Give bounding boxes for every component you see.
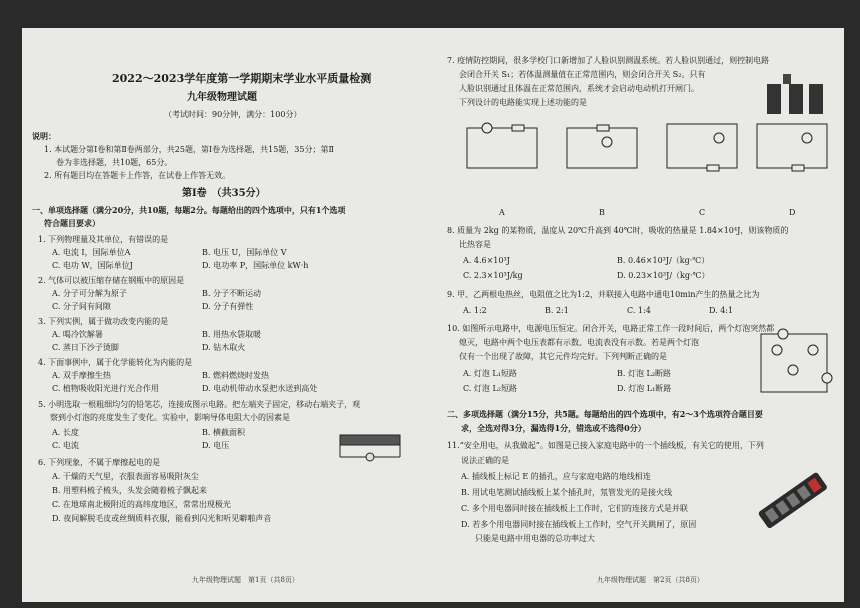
question: 下列设计的电路能实现上述功能的是: [459, 98, 587, 107]
question: 5. 小明选取一根粗细均匀的铅笔芯，连接成图示电路。把左端夹子固定，移动右端夹子，观: [38, 400, 361, 409]
option: D. 电功率 P，国际单位 kW·h: [202, 261, 309, 270]
figure-label: D: [789, 208, 796, 217]
question: 8. 质量为 2kg 的某物质，温度从 20℃升高到 40℃时，吸收的热量是 1.84×10⁴J，则该物质的: [447, 226, 789, 235]
question: 比热容是: [459, 240, 491, 249]
option: C. 2.3×10³J/kg: [463, 271, 523, 280]
section-heading: 第Ⅰ卷 （共35分）: [182, 188, 266, 199]
exam-time: （考试时间：90分钟，满分：100分）: [164, 110, 302, 119]
exam-paper: [22, 28, 844, 602]
note-line: 卷为非选择题，共10题，65分。: [56, 158, 173, 167]
option: D. 4:1: [709, 306, 734, 315]
option: A. 双手摩擦生热: [52, 371, 111, 380]
option: 只能是电路中用电器的总功率过大: [475, 534, 595, 543]
figure-label: C: [699, 208, 706, 217]
option: C. 蒸日下沙子烫脚: [52, 343, 119, 352]
part-heading: 二、多项选择题（满分15分，共5题。每题给出的四个选项中，有2～3个选项符合题目要: [447, 409, 763, 419]
option: D. 电动机带动水泵把水送到高处: [202, 384, 318, 393]
option: D. 若多个用电器同时接在插线板上工作时，空气开关跳闸了，原因: [461, 520, 697, 529]
question: 仅有一个出现了故障，其它元件均完好。下列判断正确的是: [459, 352, 667, 361]
question: 4. 下面事例中，属于化学能转化为内能的是: [38, 358, 193, 367]
circuit-options-figure: [457, 118, 837, 198]
option: C. 分子间有间隙: [52, 302, 111, 311]
option: B. 分子不断运动: [202, 289, 261, 298]
question: 说法正确的是: [461, 456, 509, 465]
part-heading: 符合题目要求）: [44, 218, 100, 228]
part-heading: 一、单项选择题（满分20分，共10题，每题2分。每题给出的四个选项中，只有1个选项: [32, 205, 346, 215]
option: D. 0.23×10³J/（kg·℃）: [617, 271, 710, 280]
option: C. 电功 W，国际单位J: [52, 261, 133, 270]
page-footer: 九年级物理试题 第1页（共8页）: [192, 576, 299, 584]
option: B. 用试电笔测试插线板上某个插孔时，氖管发光的是接火线: [461, 488, 672, 497]
question: 1. 下列物理量及其单位，有错误的是: [38, 235, 169, 244]
gate-photo: [763, 68, 827, 118]
notes-heading: 说明：: [32, 131, 56, 141]
pencil-circuit-figure: [332, 423, 412, 463]
option: D. 夜间解脱毛皮或丝绸质料衣服，能看到闪光和听见噼啪声音: [52, 514, 272, 523]
option: B. 2:1: [545, 306, 569, 315]
option: C. 植物吸收阳光进行光合作用: [52, 384, 159, 393]
option: C. 电流: [52, 441, 79, 450]
option: A. 干燥的天气里，衣服表面容易吸附灰尘: [52, 472, 199, 481]
option: D. 灯泡 L₁断路: [617, 384, 672, 393]
option: D. 分子有弹性: [202, 302, 254, 311]
option: D. 电压: [202, 441, 230, 450]
option: A. 长度: [52, 428, 79, 437]
question: 9. 甲、乙两根电热丝，电阻值之比为1:2，并联接入电路中通电10min产生的热量之比为: [447, 290, 760, 299]
option: A. 4.6×10³J: [463, 256, 510, 265]
option: D. 钻木取火: [202, 343, 246, 352]
option: B. 燃料燃烧时发热: [202, 371, 269, 380]
question: 10. 如图所示电路中，电源电压恒定。闭合开关，电路正常工作一段时间后，两个灯泡突然都: [447, 324, 775, 333]
note-line: 1. 本试题分第Ⅰ卷和第Ⅱ卷两部分，共25题，第Ⅰ卷为选择题，共15题，35分；第Ⅱ: [44, 145, 334, 154]
option: C. 1:4: [627, 306, 651, 315]
question: 会闭合开关 S₁；若体温测量值在正常范围内，则会闭合开关 S₂。只有: [459, 70, 706, 79]
option: C. 多个用电器同时接在插线板上工作时，它们的连接方式是并联: [461, 504, 688, 513]
option: B. 横截面积: [202, 428, 245, 437]
page-footer: 九年级物理试题 第2页（共8页）: [597, 576, 704, 584]
option: C. 在地球南北极附近的高纬度地区，常常出现极光: [52, 500, 231, 509]
q10-circuit-figure: [753, 328, 835, 400]
exam-subtitle: 九年级物理试题: [187, 92, 257, 103]
note-line: 2. 所有题目均在答题卡上作答，在试卷上作答无效。: [44, 171, 231, 180]
exam-title: 2022～2023学年度第一学期期末学业水平质量检测: [112, 72, 372, 85]
option: C. 灯泡 L₂短路: [463, 384, 517, 393]
figure-label: B: [599, 208, 605, 217]
option: A. 1:2: [463, 306, 487, 315]
option: B. 用热水袋取暖: [202, 330, 261, 339]
question: 人脸识别通过且体温在正常范围内，系统才会启动电动机打开闸门。: [459, 84, 699, 93]
option: A. 喝冷饮解暑: [52, 330, 103, 339]
question: 6. 下列现象，不属于摩擦起电的是: [38, 458, 161, 467]
question: 察到小灯泡的亮度发生了变化。实验中，影响导体电阻大小的因素是: [50, 413, 290, 422]
power-strip-figure: [747, 456, 837, 546]
question: 11.“安全用电，从我做起”。如图是已接入家庭电路中的一个插线板，有关它的使用，下列: [447, 441, 764, 450]
question: 3. 下列实例，属于做功改变内能的是: [38, 317, 169, 326]
option: B. 电压 U，国际单位 V: [202, 248, 287, 257]
part-heading: 求，全选对得3分，漏选得1分，错选或不选得0分）: [461, 423, 646, 433]
option: B. 灯泡 L₂断路: [617, 369, 672, 378]
option: B. 0.46×10³J/（kg·℃）: [617, 256, 710, 265]
option: B. 用塑料梳子梳头，头发会随着梳子飘起来: [52, 486, 207, 495]
option: A. 电流 I，国际单位A: [52, 248, 131, 257]
option: A. 插线板上标记 E 的插孔，应与家庭电路的地线相连: [461, 472, 651, 481]
question: 7. 疫情防控期间，很多学校门口新增加了人脸识别测温系统。若人脸识别通过，则控制电路: [447, 56, 770, 65]
option: A. 灯泡 L₁短路: [463, 369, 517, 378]
question: 2. 气体可以被压缩存储在钢瓶中的原因是: [38, 276, 185, 285]
option: A. 分子可分解为原子: [52, 289, 127, 298]
figure-label: A: [499, 208, 505, 217]
question: 熄灭，电路中两个电压表都有示数、电流表没有示数。若是两个灯泡: [459, 338, 699, 347]
